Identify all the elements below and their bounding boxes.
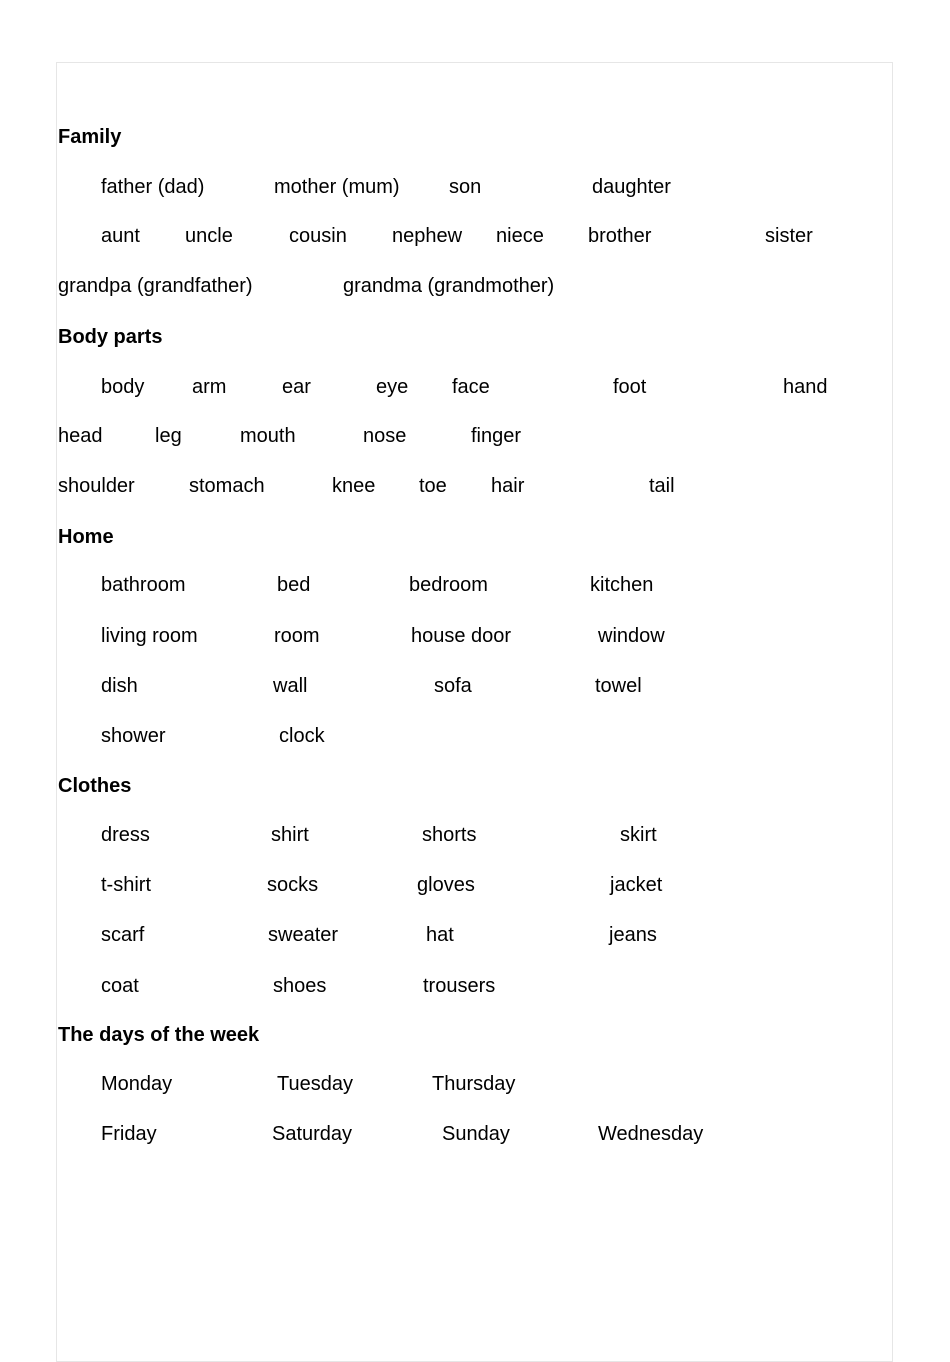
word-item: Sunday: [442, 1123, 510, 1145]
word-item: jacket: [610, 874, 663, 896]
word-item: shirt: [271, 824, 309, 846]
word-item: bed: [277, 574, 311, 596]
word-item: sweater: [268, 924, 339, 946]
word-item: leg: [155, 425, 182, 447]
word-item: face: [452, 376, 490, 398]
word-item: mouth: [240, 425, 296, 447]
word-item: daughter: [592, 176, 671, 198]
section-heading-family: Family: [58, 126, 122, 148]
word-item: bathroom: [101, 574, 186, 596]
word-item: nephew: [392, 225, 463, 247]
word-item: shoes: [273, 975, 327, 997]
word-item: sofa: [434, 675, 472, 697]
section-heading-days-of-week: The days of the week: [58, 1024, 260, 1046]
word-item: brother: [588, 225, 652, 247]
word-item: dish: [101, 675, 138, 697]
word-item: shorts: [422, 824, 477, 846]
word-item: Saturday: [272, 1123, 353, 1145]
word-item: gloves: [417, 874, 475, 896]
word-item: knee: [332, 475, 376, 497]
word-item: bedroom: [409, 574, 488, 596]
word-item: foot: [613, 376, 647, 398]
word-item: Friday: [101, 1123, 157, 1145]
word-item: t-shirt: [101, 874, 151, 896]
word-item: grandma (grandmother): [343, 275, 555, 297]
word-item: shoulder: [58, 475, 135, 497]
word-item: father (dad): [101, 176, 205, 198]
word-item: clock: [279, 725, 325, 747]
word-item: trousers: [423, 975, 496, 997]
word-item: body: [101, 376, 145, 398]
word-item: scarf: [101, 924, 145, 946]
word-item: arm: [192, 376, 227, 398]
word-item: sister: [765, 225, 813, 247]
word-item: stomach: [189, 475, 265, 497]
document-page: [56, 62, 893, 1362]
word-item: room: [274, 625, 320, 647]
word-item: hair: [491, 475, 525, 497]
word-item: jeans: [609, 924, 657, 946]
word-item: finger: [471, 425, 522, 447]
word-item: skirt: [620, 824, 657, 846]
word-item: uncle: [185, 225, 233, 247]
word-item: Tuesday: [277, 1073, 353, 1095]
word-item: towel: [595, 675, 642, 697]
word-item: niece: [496, 225, 544, 247]
word-item: grandpa (grandfather): [58, 275, 253, 297]
word-item: window: [598, 625, 665, 647]
word-item: son: [449, 176, 482, 198]
word-item: nose: [363, 425, 407, 447]
word-item: living room: [101, 625, 198, 647]
word-item: aunt: [101, 225, 140, 247]
section-heading-body-parts: Body parts: [58, 326, 163, 348]
word-item: ear: [282, 376, 311, 398]
word-item: house door: [411, 625, 512, 647]
word-item: toe: [419, 475, 447, 497]
word-item: shower: [101, 725, 166, 747]
word-item: Monday: [101, 1073, 173, 1095]
word-item: Thursday: [432, 1073, 516, 1095]
word-item: cousin: [289, 225, 347, 247]
word-item: kitchen: [590, 574, 654, 596]
word-item: eye: [376, 376, 409, 398]
word-item: head: [58, 425, 103, 447]
word-item: dress: [101, 824, 150, 846]
word-item: wall: [273, 675, 308, 697]
word-item: tail: [649, 475, 675, 497]
word-item: socks: [267, 874, 319, 896]
section-heading-home: Home: [58, 526, 114, 548]
word-item: Wednesday: [598, 1123, 704, 1145]
word-item: hand: [783, 376, 828, 398]
section-heading-clothes: Clothes: [58, 775, 132, 797]
word-item: hat: [426, 924, 454, 946]
word-item: mother (mum): [274, 176, 400, 198]
word-item: coat: [101, 975, 139, 997]
